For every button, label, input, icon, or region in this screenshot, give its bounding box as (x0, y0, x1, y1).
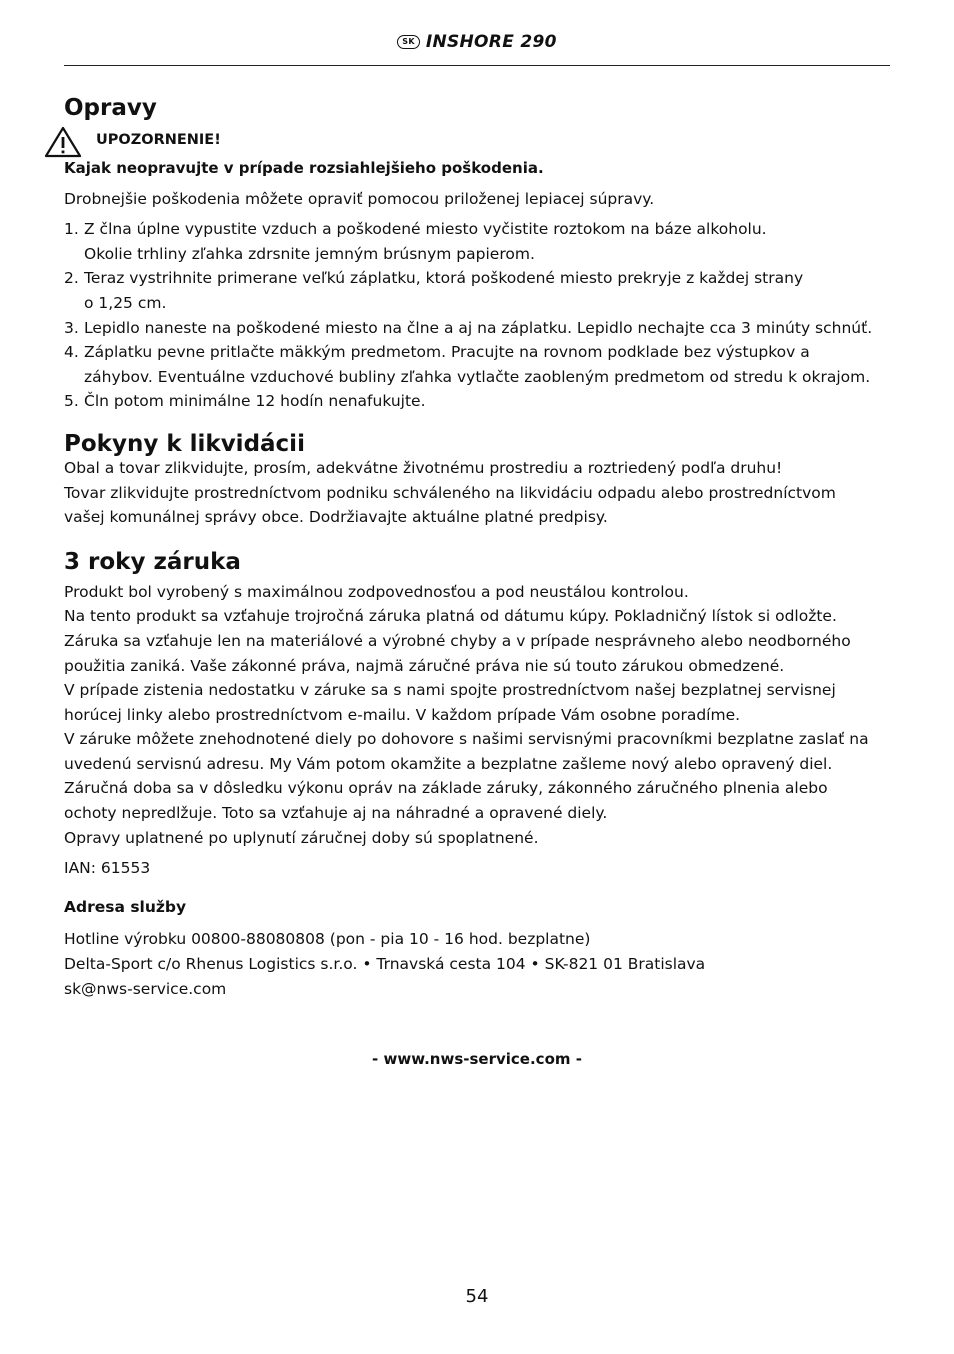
disposal-line: vašej komunálnej správy obce. Dodržiavajte aktuálne platné predpisy. (64, 508, 608, 527)
service-email: sk@nws-service.com (64, 979, 227, 998)
product-title: INSHORE 290 (425, 32, 557, 52)
warranty-line: použitia zaniká. Vaše zákonné práva, najmä záručné práva nie sú touto zárukou obmedzené. (64, 656, 785, 675)
step-text-line: Teraz vystrihnite primerane veľkú záplatku, ktorá poškodené miesto prekryje z každej strany (84, 269, 804, 288)
service-section (64, 895, 894, 1001)
website-link[interactable]: - www.nws-service.com - (372, 1050, 582, 1068)
warranty-section (64, 546, 894, 881)
step-text-line: o 1,25 cm. (84, 293, 167, 312)
repair-step (64, 389, 894, 414)
step-number: 5. (64, 392, 79, 411)
step-text-line: Čln potom minimálne 12 hodín nenafukujte. (84, 392, 426, 411)
repairs-section (64, 92, 894, 414)
warranty-text (64, 580, 894, 851)
warning-label: UPOZORNENIE! (96, 132, 221, 148)
disposal-line: Tovar zlikvidujte prostredníctvom podniku schváleného na likvidáciu odpadu alebo prostredníctvom (64, 483, 836, 502)
warranty-line: V záruke môžete znehodnotené diely po dohovore s našimi servisnými pracovníkmi bezplatne zaslať na (64, 730, 869, 749)
warning-row (64, 124, 894, 154)
repair-step (64, 340, 894, 389)
service-heading: Adresa služby (64, 897, 187, 916)
repair-step (64, 217, 894, 266)
header-title-row (64, 32, 890, 52)
disposal-line: Obal a tovar zlikvidujte, prosím, adekvátne životnému prostrediu a roztriedený podľa druhu! (64, 458, 783, 477)
step-text-line: Okolie trhliny zľahka zdrsnite jemným brúsnym papierom. (84, 244, 535, 263)
repair-step (64, 316, 894, 341)
warning-triangle-icon (44, 126, 82, 158)
step-number: 2. (64, 269, 79, 288)
page-header (64, 30, 890, 66)
service-address: Delta-Sport c/o Rhenus Logistics s.r.o. • Trnavská cesta 104 • SK-821 01 Bratislava (64, 955, 706, 974)
step-text-line: Lepidlo naneste na poškodené miesto na člne a aj na záplatku. Lepidlo nechajte cca 3 minúty schnúť. (84, 318, 873, 337)
disposal-text (64, 456, 894, 530)
warning-text: Kajak neopravujte v prípade rozsiahlejšieho poškodenia. (64, 159, 544, 177)
repair-step (64, 266, 894, 315)
repairs-intro: Drobnejšie poškodenia môžete opraviť pomocou priloženej lepiacej súpravy. (64, 189, 655, 208)
step-number: 3. (64, 318, 79, 337)
warranty-line: Opravy uplatnené po uplynutí záručnej doby sú spoplatnené. (64, 828, 539, 847)
warranty-line: Záruka sa vzťahuje len na materiálové a výrobné chyby a v prípade nesprávneho alebo neodborného (64, 631, 851, 650)
service-hotline: Hotline výrobku 00800-88080808 (pon - pia 10 - 16 hod. bezplatne) (64, 930, 591, 949)
step-number: 4. (64, 343, 79, 362)
repairs-heading: Opravy (64, 95, 157, 121)
page-content (64, 92, 894, 1001)
disposal-section (64, 428, 894, 530)
repair-steps-list (64, 217, 894, 414)
step-text-line: Z člna úplne vypustite vzduch a poškodené miesto vyčistite roztokom na báze alkoholu. (84, 220, 767, 239)
warranty-line: Produkt bol vyrobený s maximálnou zodpovednosťou a pod neustálou kontrolou. (64, 582, 689, 601)
warranty-line: uvedenú servisnú adresu. My Vám potom okamžite a bezplatne zašleme nový alebo opravený diel. (64, 754, 833, 773)
ian-number: IAN: 61553 (64, 859, 151, 878)
language-badge: SK (397, 35, 420, 49)
step-number: 1. (64, 220, 79, 239)
disposal-heading: Pokyny k likvidácii (64, 430, 305, 457)
step-text-line: Záplatku pevne pritlačte mäkkým predmetom. Pracujte na rovnom podklade bez výstupkov a (84, 343, 810, 362)
warranty-line: V prípade zistenia nedostatku v záruke sa s nami spojte prostredníctvom našej bezplatnej servisnej (64, 681, 836, 700)
page-number: 54 (465, 1286, 489, 1307)
step-text-line: záhybov. Eventuálne vzduchové bubliny zľahka vytlačte zaobleným predmetom od stredu k okrajom. (84, 367, 871, 386)
warranty-line: horúcej linky alebo prostredníctvom e-mailu. V každom prípade Vám osobne poradíme. (64, 705, 741, 724)
warranty-heading: 3 roky záruka (64, 548, 241, 575)
warranty-line: Na tento produkt sa vzťahuje trojročná záruka platná od dátumu kúpy. Pokladničný lístok si odložte. (64, 607, 837, 626)
warranty-line: Záručná doba sa v dôsledku výkonu opráv na základe záruky, zákonného záručného plnenia alebo (64, 779, 828, 798)
warranty-line: ochoty nepredlžuje. Toto sa vzťahuje aj na náhradné a opravené diely. (64, 804, 608, 823)
